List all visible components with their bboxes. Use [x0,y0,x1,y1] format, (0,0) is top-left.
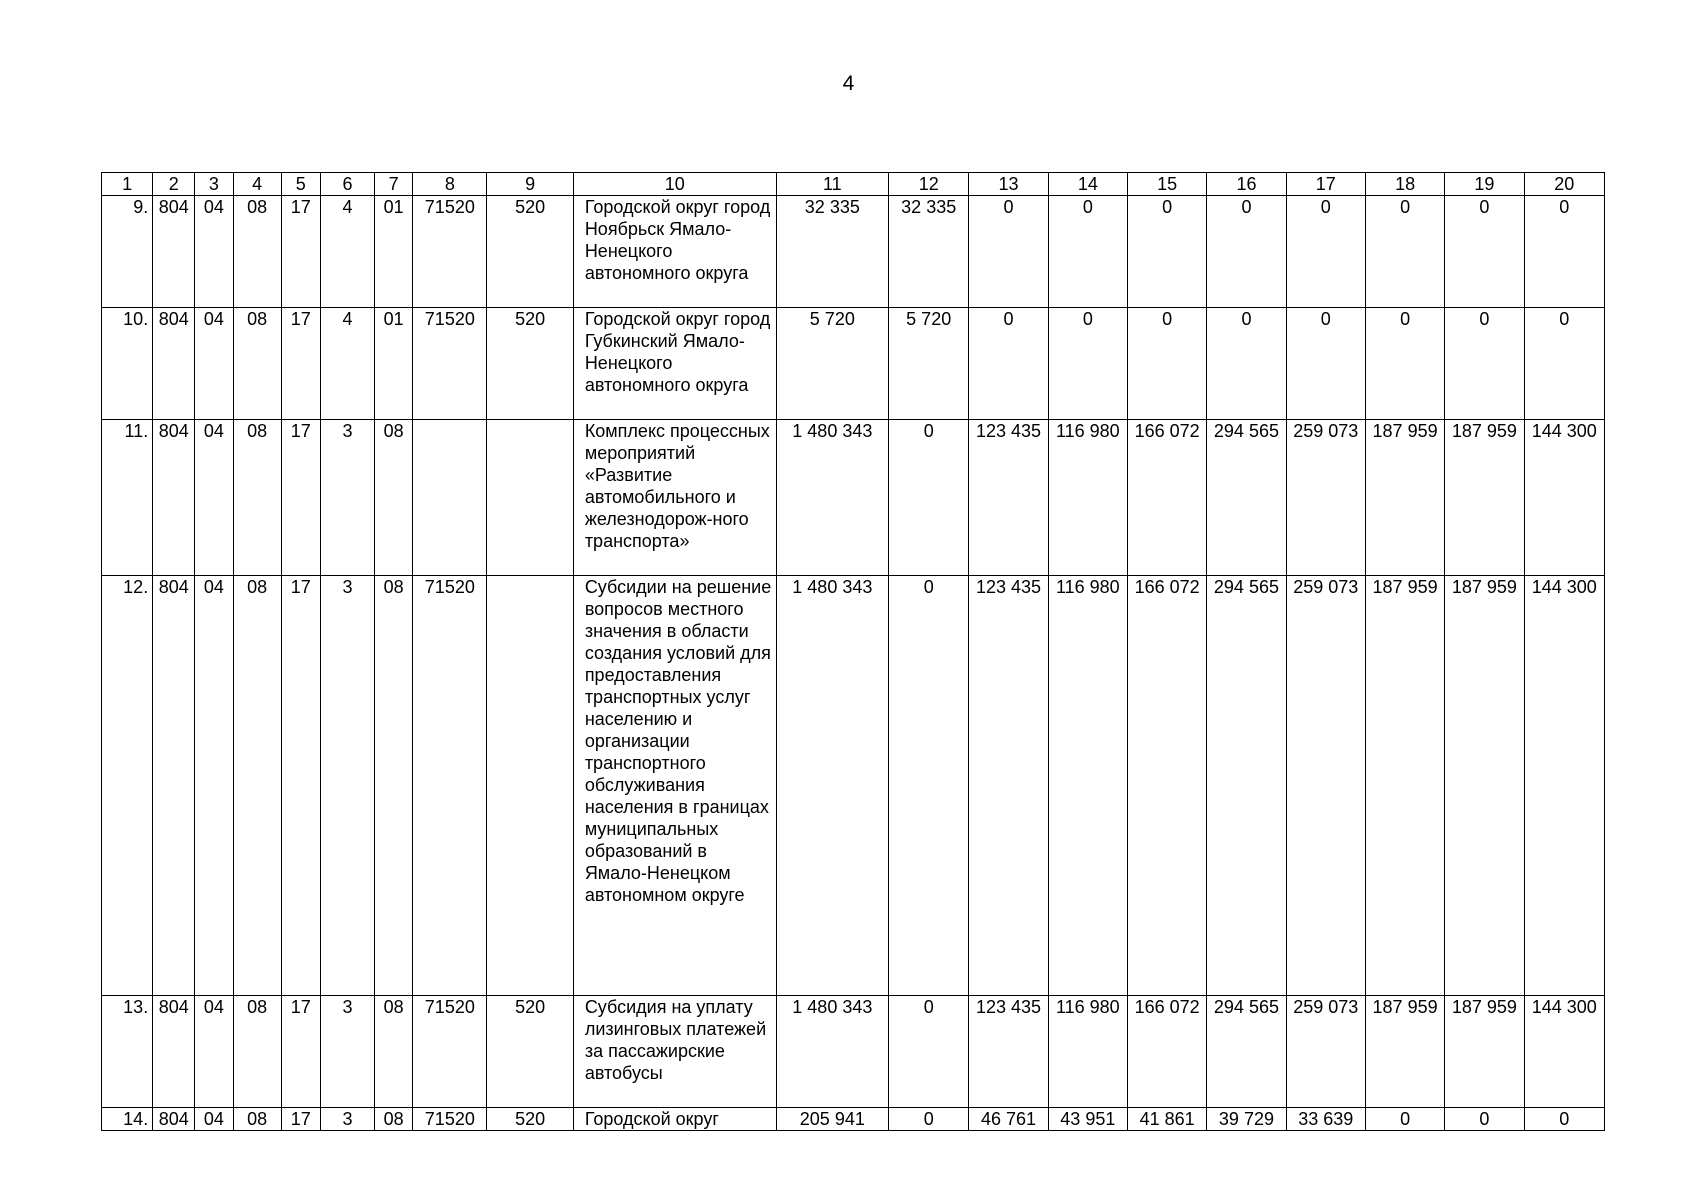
cell-value: 0 [889,576,969,996]
column-header: 6 [320,173,374,196]
cell-value: 41 861 [1127,1108,1206,1131]
cell-value: 166 072 [1127,996,1206,1108]
cell-value: 187 959 [1445,576,1524,996]
cell-section: 04 [195,420,233,576]
cell-direction: 71520 [413,308,487,420]
column-header: 3 [195,173,233,196]
cell-direction: 71520 [413,576,487,996]
cell-ministry-code: 804 [153,308,195,420]
cell-value: 294 565 [1207,576,1286,996]
cell-program: 17 [281,196,320,308]
column-header: 12 [889,173,969,196]
column-header: 17 [1286,173,1365,196]
column-header: 11 [776,173,888,196]
cell-total: 1 480 343 [776,576,888,996]
cell-subprogram-type: 3 [320,996,374,1108]
row-number: 13. [102,996,153,1108]
cell-value: 39 729 [1207,1108,1286,1131]
cell-value: 259 073 [1286,576,1365,996]
cell-structural-element: 08 [375,1108,413,1131]
cell-value: 0 [1127,308,1206,420]
cell-value: 0 [889,420,969,576]
cell-ministry-code: 804 [153,576,195,996]
cell-value: 0 [1048,308,1127,420]
cell-value: 0 [969,196,1048,308]
budget-table [101,172,1605,1131]
cell-subprogram-type: 4 [320,196,374,308]
cell-direction: 71520 [413,996,487,1108]
cell-name: Городской округ [573,1108,776,1131]
cell-value: 294 565 [1207,420,1286,576]
column-header: 5 [281,173,320,196]
cell-total: 205 941 [776,1108,888,1131]
cell-value: 0 [1445,1108,1524,1131]
cell-value: 0 [1524,308,1604,420]
cell-value: 187 959 [1445,420,1524,576]
cell-program: 17 [281,576,320,996]
cell-value: 46 761 [969,1108,1048,1131]
cell-total: 5 720 [776,308,888,420]
column-header: 16 [1207,173,1286,196]
cell-value: 0 [1365,308,1444,420]
cell-value: 187 959 [1365,576,1444,996]
cell-expense-type: 520 [487,1108,573,1131]
cell-value: 123 435 [969,420,1048,576]
cell-section: 04 [195,308,233,420]
cell-subprogram-type: 4 [320,308,374,420]
column-header: 20 [1524,173,1604,196]
column-header: 10 [573,173,776,196]
column-header: 15 [1127,173,1206,196]
column-header: 8 [413,173,487,196]
cell-name: Комплекс процессных мероприятий «Развитие автомобильного и железнодорож-ного транспорта» [573,420,776,576]
cell-value: 116 980 [1048,420,1127,576]
cell-ministry-code: 804 [153,996,195,1108]
cell-name: Городской округ город Ноябрьск Ямало-Ненецкого автономного округа [573,196,776,308]
cell-expense-type: 520 [487,196,573,308]
cell-value: 5 720 [889,308,969,420]
cell-section: 04 [195,576,233,996]
cell-section: 04 [195,996,233,1108]
cell-subsection: 08 [233,420,281,576]
row-number: 9. [102,196,153,308]
cell-total: 1 480 343 [776,996,888,1108]
column-header: 14 [1048,173,1127,196]
cell-value: 33 639 [1286,1108,1365,1131]
cell-direction [413,420,487,576]
cell-value: 259 073 [1286,420,1365,576]
cell-value: 0 [1524,196,1604,308]
table-row [102,308,1605,420]
column-header: 4 [233,173,281,196]
cell-value: 123 435 [969,996,1048,1108]
cell-value: 166 072 [1127,420,1206,576]
cell-value: 187 959 [1365,420,1444,576]
table-row [102,420,1605,576]
cell-structural-element: 01 [375,308,413,420]
cell-value: 0 [1207,196,1286,308]
cell-name: Субсидии на решение вопросов местного значения в области создания условий для предоставления транспортных услуг населению и организации транспортного обслуживания населения в границах муниципальных образований в Ямало-Ненецком автономном округе [573,576,776,996]
cell-value: 187 959 [1365,996,1444,1108]
cell-structural-element: 01 [375,196,413,308]
cell-value: 116 980 [1048,996,1127,1108]
cell-ministry-code: 804 [153,196,195,308]
row-number: 14. [102,1108,153,1131]
cell-value: 294 565 [1207,996,1286,1108]
table-row [102,1108,1605,1131]
cell-value: 0 [1286,308,1365,420]
row-number: 11. [102,420,153,576]
cell-expense-type: 520 [487,996,573,1108]
column-header: 9 [487,173,573,196]
column-number-row [102,173,1605,196]
cell-value: 166 072 [1127,576,1206,996]
column-header: 13 [969,173,1048,196]
cell-value: 0 [889,996,969,1108]
column-header: 19 [1445,173,1524,196]
cell-value: 0 [1048,196,1127,308]
cell-subsection: 08 [233,576,281,996]
cell-name: Городской округ город Губкинский Ямало-Ненецкого автономного округа [573,308,776,420]
cell-subsection: 08 [233,196,281,308]
cell-program: 17 [281,996,320,1108]
cell-value: 0 [1445,196,1524,308]
table-row [102,576,1605,996]
cell-total: 1 480 343 [776,420,888,576]
cell-subprogram-type: 3 [320,576,374,996]
cell-value: 123 435 [969,576,1048,996]
cell-section: 04 [195,1108,233,1131]
cell-value: 0 [1127,196,1206,308]
cell-program: 17 [281,1108,320,1131]
cell-name: Субсидия на уплату лизинговых платежей за пассажирские автобусы [573,996,776,1108]
cell-expense-type [487,420,573,576]
cell-value: 0 [1286,196,1365,308]
table-row [102,996,1605,1108]
page-number: 4 [842,72,855,95]
cell-value: 116 980 [1048,576,1127,996]
cell-expense-type [487,576,573,996]
cell-subprogram-type: 3 [320,1108,374,1131]
column-header: 18 [1365,173,1444,196]
cell-direction: 71520 [413,1108,487,1131]
cell-value: 0 [1207,308,1286,420]
cell-program: 17 [281,308,320,420]
column-header: 7 [375,173,413,196]
cell-value: 144 300 [1524,576,1604,996]
cell-expense-type: 520 [487,308,573,420]
cell-subprogram-type: 3 [320,420,374,576]
row-number: 12. [102,576,153,996]
cell-ministry-code: 804 [153,1108,195,1131]
cell-total: 32 335 [776,196,888,308]
cell-value: 187 959 [1445,996,1524,1108]
cell-value: 0 [1365,196,1444,308]
cell-subsection: 08 [233,996,281,1108]
column-header: 1 [102,173,153,196]
cell-value: 0 [889,1108,969,1131]
cell-value: 144 300 [1524,420,1604,576]
column-header: 2 [153,173,195,196]
cell-subsection: 08 [233,308,281,420]
cell-subsection: 08 [233,1108,281,1131]
cell-value: 0 [969,308,1048,420]
cell-value: 32 335 [889,196,969,308]
cell-value: 0 [1445,308,1524,420]
cell-structural-element: 08 [375,420,413,576]
cell-value: 0 [1524,1108,1604,1131]
row-number: 10. [102,308,153,420]
cell-structural-element: 08 [375,576,413,996]
cell-section: 04 [195,196,233,308]
cell-structural-element: 08 [375,996,413,1108]
cell-ministry-code: 804 [153,420,195,576]
cell-value: 259 073 [1286,996,1365,1108]
cell-program: 17 [281,420,320,576]
cell-value: 0 [1365,1108,1444,1131]
cell-value: 43 951 [1048,1108,1127,1131]
cell-value: 144 300 [1524,996,1604,1108]
cell-direction: 71520 [413,196,487,308]
table-row [102,196,1605,308]
